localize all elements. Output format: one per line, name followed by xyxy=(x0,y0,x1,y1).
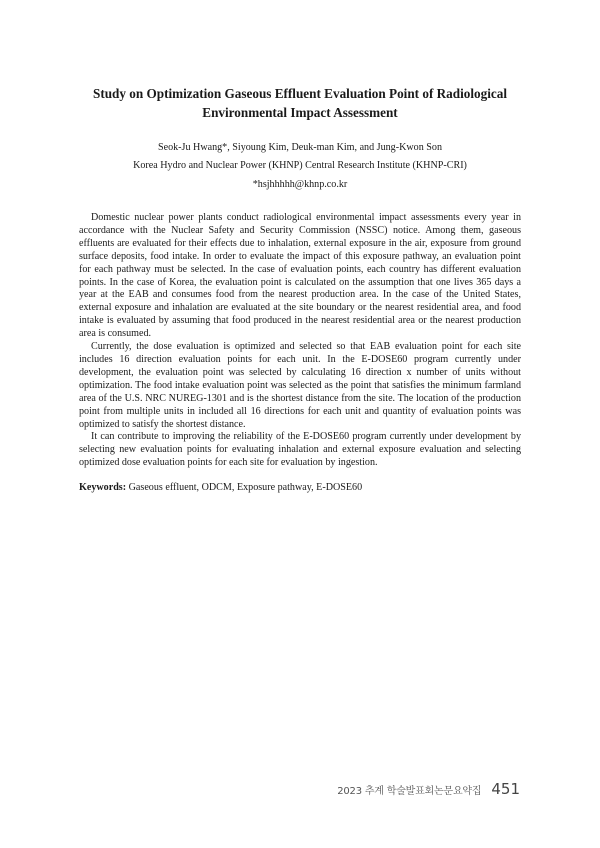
abstract-paragraph-2: Currently, the dose evaluation is optimized and selected so that EAB evaluation point for each site includes 16 direction evaluation points for each unit. In the E-DOSE60 program currently under development, the evaluation point was selected by calculating 16 direction x number of units without optimization. The food intake evaluation point was selected as the point that satisfies the minimum farmland area of the U.S. NRC NUREG-1301 and is the shortest distance from the site. The location of the production point from multiple units in included all 16 directions for each unit and quantity of evaluation points was optimized to satisfy the shortest distance. xyxy=(79,341,521,430)
abstract-paragraph-3: It can contribute to improving the reliability of the E-DOSE60 program currently under development by selecting new evaluation points for evaluating inhalation and external exposure evaluation and selecting optimized dose evaluation points for each site for evaluation by ingestion. xyxy=(79,431,521,469)
abstract-paragraph-1: Domestic nuclear power plants conduct radiological environmental impact assessments every year in accordance with the Nuclear Safety and Security Commission (NSSC) notice. Among them, gaseous effluents are evaluated for their effects due to inhalation, external exposure in the air, exposure from ground surface deposits, food intake. In order to evaluate the impact of this exposure pathway, an evaluation point for each pathway must be selected. In the case of evaluation points, each country has different evaluation points. In the case of Korea, the evaluation point is calculated on the assumption that one lives 365 days a year at the EAB and consumes food from the nearest production area. In the case of the United States, external exposure and inhalation are evaluated at the site boundary or the nearest residential area, and food intake is evaluated by assuming that food produced in the nearest residential area or the nearest production area is consumed. xyxy=(79,212,521,340)
paper-title xyxy=(60,84,540,122)
title-line-1: Study on Optimization Gaseous Effluent Evaluation Point of Radiological xyxy=(93,86,507,101)
keywords-label: Keywords: xyxy=(79,482,127,493)
page-number: 451 xyxy=(491,780,520,798)
keywords xyxy=(79,481,521,494)
page-footer xyxy=(337,780,520,798)
affiliation: Korea Hydro and Nuclear Power (KHNP) Central Research Institute (KHNP-CRI) xyxy=(133,160,467,171)
abstract xyxy=(79,212,521,470)
author-list: Seok-Ju Hwang*, Siyoung Kim, Deuk-man Kim, and Jung-Kwon Son xyxy=(157,142,442,153)
conference-name: 2023 추계 학술발표회논문요약집 xyxy=(337,786,482,797)
corresponding-email: *hsjhhhhh@khnp.co.kr xyxy=(252,179,348,190)
title-line-2: Environmental Impact Assessment xyxy=(202,105,398,120)
keywords-list: Gaseous effluent, ODCM, Exposure pathway, E-DOSE60 xyxy=(126,482,363,493)
